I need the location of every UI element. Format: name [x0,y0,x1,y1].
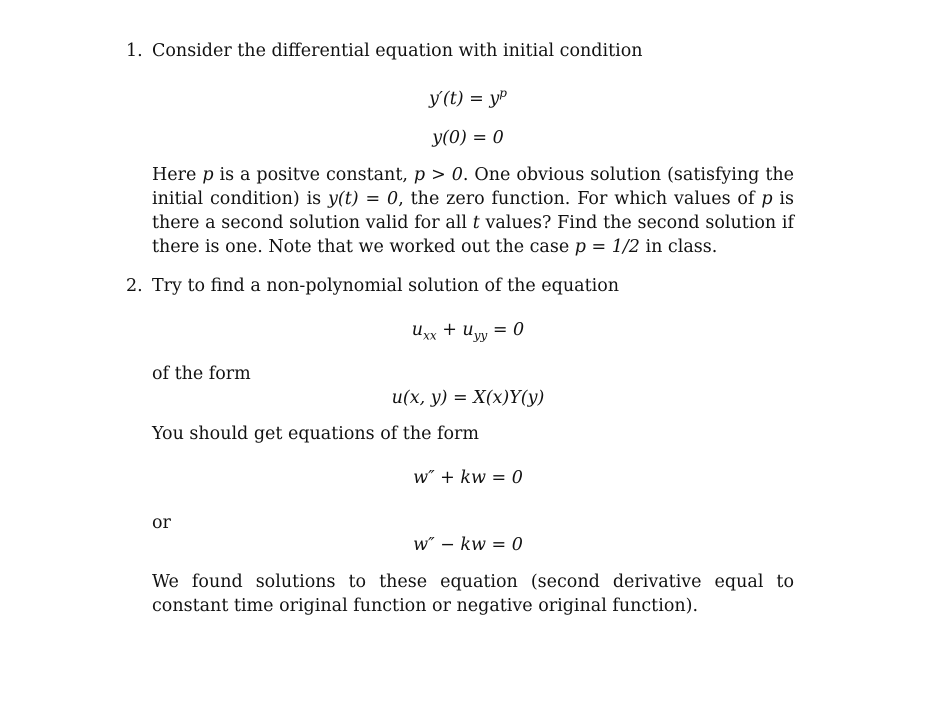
equation-ode: $y'(t) = y^p$ [429,86,507,109]
equation-laplace: $u_{xx} + u_{yy} = 0$ [411,320,525,343]
closing-paragraph: We found solutions to these equation (second derivative equal to constant time original function or negative original function). [152,572,794,616]
or-label: or [152,513,171,533]
of-the-form-label: of the form [152,364,251,384]
equation-plus: w″ + kw = 0 [413,468,523,488]
problem-2-number: 2. [126,276,143,296]
equation-separation: u(x, y) = X(x)Y(y) [391,388,545,408]
equation-initial-condition: y(0) = 0 [432,128,504,148]
problem-1-intro: Consider the differential equation with initial condition [152,41,643,61]
should-get-label: You should get equations of the form [152,424,479,444]
problem-2-intro: Try to find a non-polynomial solution of the equation [152,276,620,296]
equation-minus: w″ − kw = 0 [413,535,523,555]
problem-1-number: 1. [126,41,143,61]
problem-1-paragraph: Here p is a positve constant, p > 0. One obvious solution (satisfying the initial condition) is y(t) = 0, the zero function. For which values of p is there a second solution valid for all t values? Find the second solution if there is one. Note that we worked out the case p = 1/2 in class. [152,165,795,257]
